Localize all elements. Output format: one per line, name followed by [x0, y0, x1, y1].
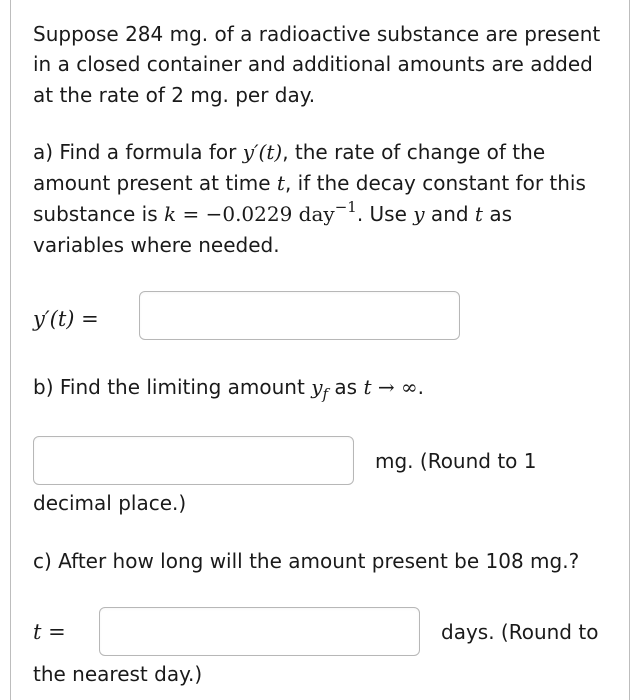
- intro-line-1: Suppose 284 mg. of a radioactive substance are present: [33, 22, 601, 46]
- part-c-unit-cont: the nearest day.): [33, 662, 203, 686]
- part-a-line-4: variables where needed.: [33, 233, 280, 257]
- part-a-answer-label: y′(t) =: [33, 307, 99, 331]
- intro-line-2: in a closed container and additional amounts are added: [33, 52, 593, 76]
- decay-constant-value: = −0.0229 day: [176, 202, 335, 226]
- part-c-unit: days. (Round to: [441, 620, 599, 644]
- part-c-answer-label: t =: [33, 620, 66, 644]
- part-b-question: [33, 372, 424, 404]
- decay-constant-symbol: k: [163, 202, 177, 226]
- part-b-var-t: t: [363, 375, 372, 399]
- part-a-text: substance is: [33, 202, 164, 226]
- part-b-unit: mg. (Round to 1: [375, 449, 537, 473]
- part-b-text: as: [328, 375, 364, 399]
- part-a-text: a) Find a formula for: [33, 140, 243, 164]
- part-a-line-2: [33, 168, 586, 198]
- part-a-text: , the rate of change of the: [282, 140, 546, 164]
- part-a-var-t: t: [276, 171, 285, 195]
- part-a-line-3: [33, 199, 512, 231]
- part-a-text: , if the decay constant for this: [284, 171, 586, 195]
- intro-line-3: at the rate of 2 mg. per day.: [33, 83, 316, 107]
- decay-constant-exponent: −1: [334, 198, 357, 216]
- part-b-text: .: [417, 375, 424, 399]
- part-a-text: as: [482, 202, 513, 226]
- part-a-text: amount present at time: [33, 171, 277, 195]
- part-a-var-y: y: [413, 202, 425, 226]
- part-b-var-y: y: [311, 375, 323, 399]
- part-a-text: . Use: [356, 202, 414, 226]
- part-b-subscript: f: [322, 385, 329, 403]
- part-c-answer-input[interactable]: [99, 607, 420, 656]
- part-b-limit: → ∞: [371, 375, 418, 399]
- part-a-var-t: t: [474, 202, 483, 226]
- part-a-derivative: y′(t): [242, 140, 283, 164]
- part-b-answer-input[interactable]: [33, 436, 354, 485]
- part-b-unit-cont: decimal place.): [33, 491, 187, 515]
- part-b-text: b) Find the limiting amount: [33, 375, 312, 399]
- part-c-question: c) After how long will the amount present be 108 mg.?: [33, 549, 580, 573]
- part-a-text: and: [424, 202, 475, 226]
- part-a-answer-input[interactable]: [139, 291, 460, 340]
- part-a-line-1: [33, 137, 545, 167]
